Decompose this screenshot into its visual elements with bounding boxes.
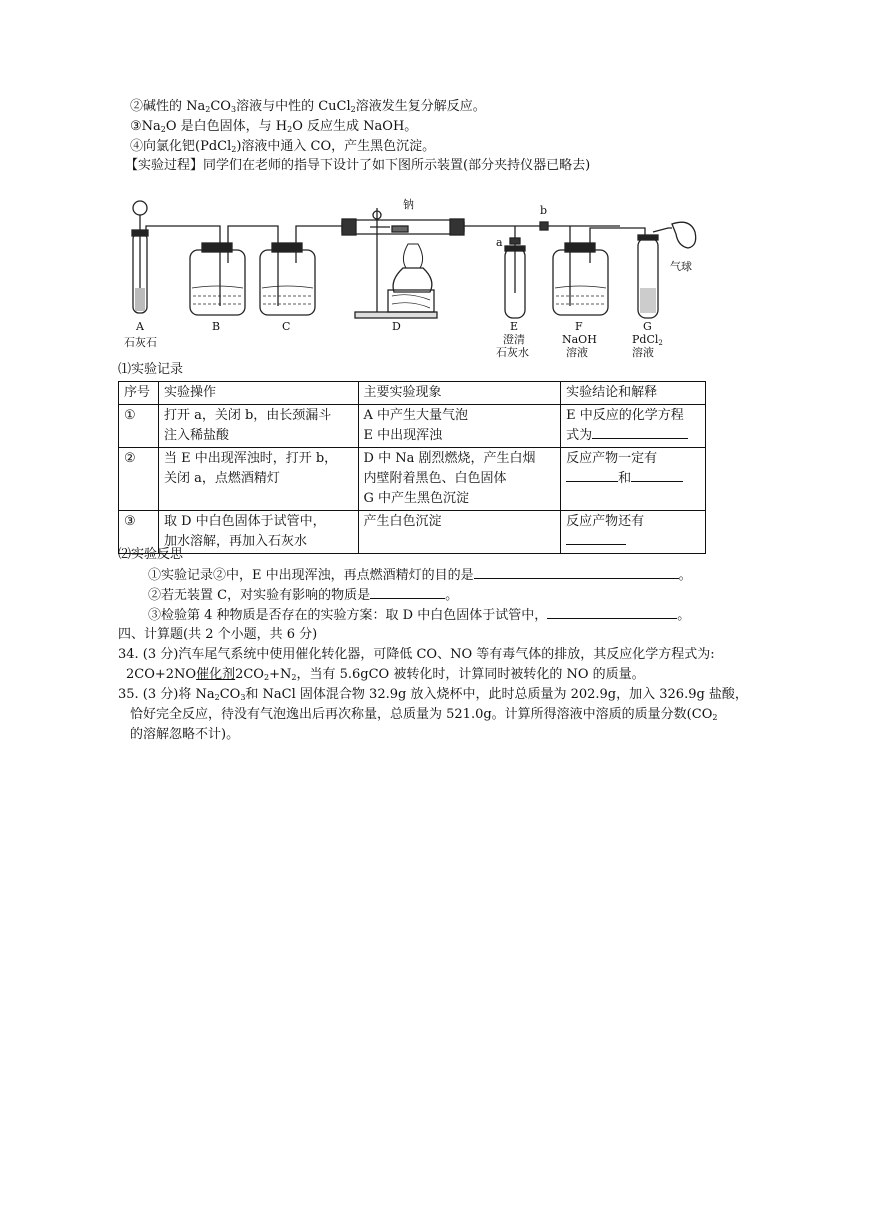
phenomenon-cell [358, 511, 561, 554]
bottle-c [260, 250, 315, 315]
row-number: ③ [119, 511, 159, 554]
label-sodium: 钠 [403, 198, 414, 211]
header-cell: 序号 [119, 382, 159, 405]
cell-line [566, 426, 700, 446]
label-f-sub1: NaOH [562, 333, 597, 346]
question-text: ②若无装置 C，对实验有影响的物质是 [148, 588, 371, 603]
cell-line: 当 E 中出现浑浊时，打开 b， [163, 451, 338, 466]
iron-stand-base [355, 312, 437, 318]
reflection-q3 [148, 606, 690, 625]
table-header-row [119, 382, 706, 405]
question-text: ③检验第 4 种物质是否存在的实验方案：取 D 中白色固体于试管中， [148, 608, 548, 623]
conclusion-cell [561, 511, 706, 554]
record-heading: ⑴实验记录 [118, 362, 184, 377]
apparatus-diagram [120, 188, 710, 366]
equation-text: 2CO+2NO [126, 667, 197, 682]
phenomenon-cell [358, 405, 561, 448]
conclusion-cell [561, 448, 706, 511]
question-34-line1: 34. (3 分)汽车尾气系统中使用催化转化器，可降低 CO、NO 等有毒气体的排放，其反应化学方程式为: [118, 647, 715, 662]
subscript: 2 [291, 673, 297, 682]
cell-line: 反应产物一定有 [566, 451, 658, 466]
subscript: 2 [712, 713, 718, 722]
label-g-sub1: PdCl2 [632, 333, 663, 347]
answer-blank[interactable] [566, 532, 626, 545]
cell-line: 取 D 中白色固体于试管中， [163, 514, 326, 529]
reflection-q2 [148, 586, 458, 605]
label-b: B [212, 320, 221, 333]
table-row [119, 405, 706, 448]
lamp-block [388, 290, 434, 312]
question-text: 35. (3 分)将 Na [118, 687, 215, 702]
subscript: 2 [214, 693, 220, 702]
funnel-bulb [133, 201, 147, 215]
question-35-line3: 的溶解忽略不计)。 [130, 727, 240, 742]
process-intro: 【实验过程】同学们在老师的指导下设计了如下图所示装置(部分夹持仪器已略去) [125, 158, 591, 173]
label-f: F [575, 320, 583, 333]
label-c: C [282, 320, 291, 333]
subscript: 2 [160, 125, 166, 134]
info-item-3-text: O 反应生成 NaOH。 [292, 119, 418, 134]
label-e-sub2: 石灰水 [496, 346, 529, 359]
subscript: 2 [231, 145, 237, 154]
cell-line: E 中出现浑浊 [363, 428, 443, 443]
subscript: 3 [230, 105, 237, 114]
header-cell: 实验结论和解释 [561, 382, 706, 405]
info-item-2-text: 溶液与中性的 CuCl [236, 99, 351, 114]
question-text: 恰好完全反应，待没有气泡逸出后再次称量，总质量为 521.0g。计算所得溶液中溶质的质量分数(CO [130, 707, 713, 722]
question-35-line1 [118, 686, 748, 704]
subscript: 2 [350, 105, 356, 114]
cell-line: D 中 Na 剧烈燃烧，产生白烟 [363, 451, 536, 466]
cell-line: 注入稀盐酸 [163, 428, 229, 443]
subscript: 2 [287, 125, 293, 134]
equation-text: +N [269, 667, 292, 682]
label-g: G [643, 320, 652, 333]
cell-line [566, 469, 700, 489]
subscript: 2 [205, 105, 211, 114]
catalyst-label: 催化剂 [196, 667, 236, 682]
subscript: 3 [240, 693, 246, 702]
period: 。 [677, 608, 691, 623]
cell-line: 产生白色沉淀 [363, 514, 442, 529]
record-table [118, 381, 706, 554]
reflection-heading: ⑵实验反思 [118, 547, 184, 562]
label-g-sub2: 溶液 [632, 346, 654, 359]
balloon [672, 222, 696, 248]
answer-blank[interactable] [592, 426, 688, 439]
answer-blank[interactable] [547, 606, 677, 619]
question-text: ①实验记录②中，E 中出现浑浊，再点燃酒精灯的目的是 [148, 568, 474, 583]
row-number: ② [119, 448, 159, 511]
label-a-sub: 石灰石 [124, 336, 157, 349]
cell-line: G 中产生黑色沉淀 [363, 491, 470, 506]
answer-blank[interactable] [370, 586, 445, 599]
question-text: ，当有 5.6gCO 被转化时，计算同时被转化的 NO 的质量。 [296, 667, 645, 682]
info-item-3 [130, 118, 417, 136]
phenomenon-cell [358, 448, 561, 511]
subscript: 2 [263, 673, 270, 682]
operation-cell [158, 405, 358, 448]
operation-cell [158, 448, 358, 511]
info-item-3-text: ③Na [130, 119, 161, 134]
label-e-sub1: 澄清 [503, 333, 525, 346]
question-text: 和 NaCl 固体混合物 32.9g 放入烧杯中，此时总质量为 202.9g，加入 326.9g 盐酸， [245, 687, 748, 702]
cell-line: E 中反应的化学方程 [566, 408, 684, 423]
label-f-sub2: 溶液 [566, 346, 588, 359]
bottle-b [190, 250, 245, 315]
cell-text: 式为 [566, 428, 593, 443]
equation-text: 2CO [235, 667, 264, 682]
section-title: 四、计算题(共 2 个小题，共 6 分) [118, 627, 318, 642]
operation-cell [158, 511, 358, 554]
info-item-2-text: 溶液发生复分解反应。 [355, 99, 486, 114]
cell-line: 关闭 a，点燃酒精灯 [163, 471, 280, 486]
info-item-4 [130, 138, 435, 156]
row-number: ① [119, 405, 159, 448]
cell-line: 反应产物还有 [566, 514, 645, 529]
cell-text: 和 [618, 471, 632, 486]
reflection-q1 [148, 566, 692, 585]
cell-line: 加水溶解，再加入石灰水 [163, 534, 307, 549]
info-item-2-text: CO [210, 99, 231, 114]
label-a: A [136, 320, 144, 333]
answer-blank[interactable] [474, 566, 679, 579]
answer-blank[interactable] [566, 469, 618, 482]
label-e: E [510, 320, 519, 333]
info-item-3-text: O 是白色固体，与 H [165, 119, 288, 134]
info-item-4-text: )溶液中通入 CO，产生黑色沉淀。 [236, 139, 436, 154]
info-item-4-text: ④向氯化钯(PdCl [130, 139, 232, 154]
header-cell: 主要实验现象 [358, 382, 561, 405]
answer-blank[interactable] [631, 469, 683, 482]
header-cell: 实验操作 [158, 382, 358, 405]
table-row [119, 511, 706, 554]
info-item-2 [130, 98, 486, 116]
label-valve-a: a [496, 236, 503, 249]
info-item-2-text: ②碱性的 Na [130, 99, 206, 114]
alcohol-lamp [393, 268, 432, 292]
table-row [119, 448, 706, 511]
question-34-line2 [126, 666, 645, 684]
label-d: D [392, 320, 401, 333]
cell-line: 打开 a，关闭 b，由长颈漏斗 [163, 408, 332, 423]
period: 。 [678, 568, 692, 583]
bottle-f [553, 250, 608, 315]
cell-line: 内壁附着黑色、白色固体 [363, 471, 507, 486]
cell-line: A 中产生大量气泡 [363, 408, 469, 423]
conclusion-cell [561, 405, 706, 448]
label-balloon: 气球 [670, 260, 692, 273]
period: 。 [445, 588, 459, 603]
question-35-line2 [130, 706, 717, 724]
cell-line [566, 532, 700, 552]
question-text: CO [219, 687, 241, 702]
label-valve-b: b [540, 204, 548, 217]
